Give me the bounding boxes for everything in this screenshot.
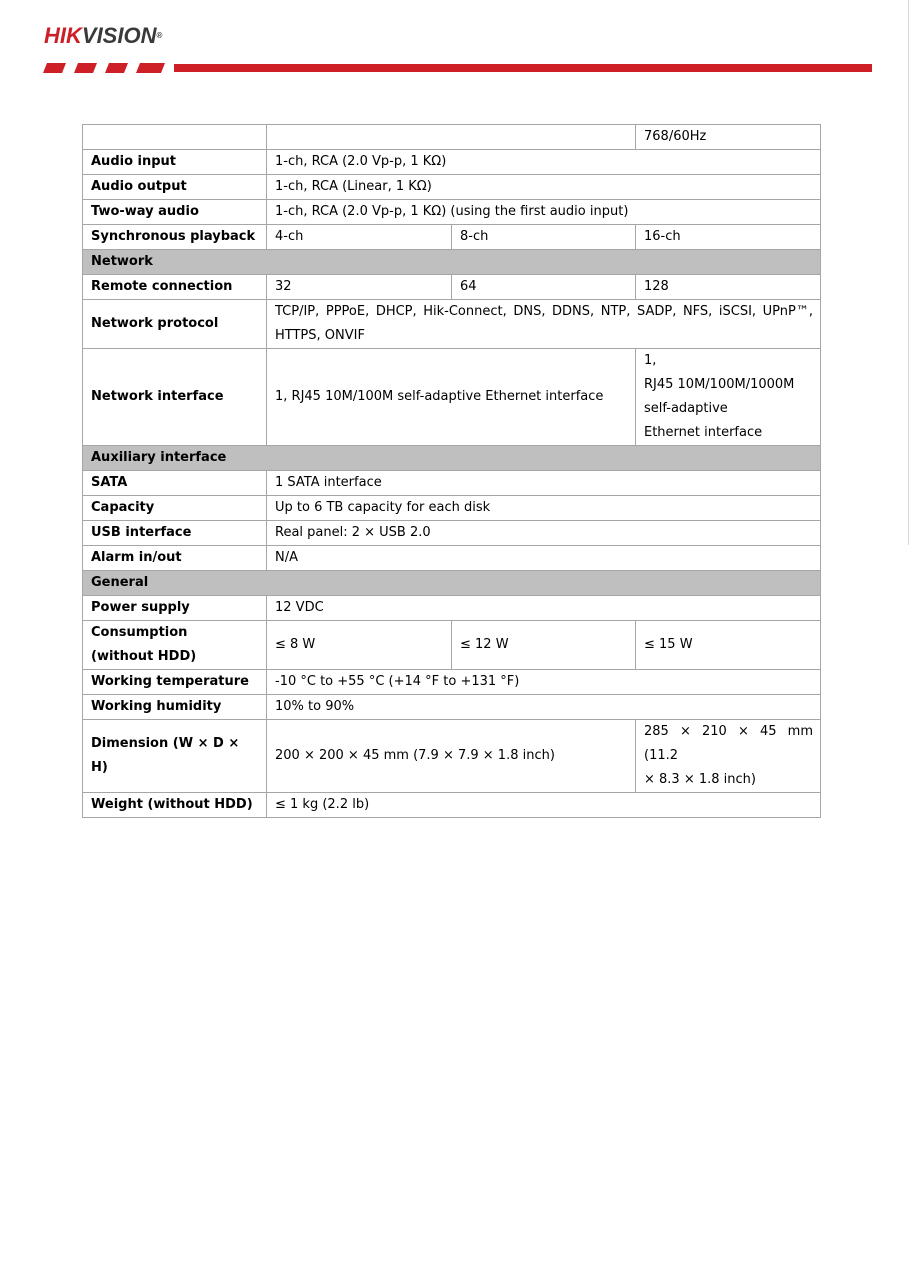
table-row <box>83 695 821 720</box>
spec-value-line: 1, <box>644 353 657 368</box>
spec-value: N/A <box>267 546 821 571</box>
spec-value <box>636 349 821 446</box>
spec-value: 1-ch, RCA (2.0 Vp-p, 1 KΩ) (using the first audio input) <box>267 200 821 225</box>
table-row <box>83 225 821 250</box>
hikvision-logo <box>44 24 162 48</box>
table-row <box>83 349 821 446</box>
spec-table <box>82 124 821 818</box>
spec-value-line: RJ45 10M/100M/1000M <box>644 377 795 392</box>
table-row <box>83 200 821 225</box>
spec-value: 64 <box>452 275 636 300</box>
spec-label: SATA <box>83 471 267 496</box>
table-row <box>83 275 821 300</box>
spec-label-line: (without HDD) <box>91 649 197 664</box>
spec-label: Dimension (W × D × H) <box>83 720 267 793</box>
table-row <box>83 546 821 571</box>
spec-value: ≤ 12 W <box>452 621 636 670</box>
spec-label <box>83 621 267 670</box>
spec-label: Audio input <box>83 150 267 175</box>
section-title: Auxiliary interface <box>83 446 821 471</box>
logo-hik: HIK <box>44 23 82 48</box>
spec-label: Remote connection <box>83 275 267 300</box>
table-row <box>83 720 821 793</box>
spec-label: Working humidity <box>83 695 267 720</box>
spec-label: Weight (without HDD) <box>83 793 267 818</box>
header-dashes-decoration <box>43 63 169 73</box>
table-row <box>83 670 821 695</box>
section-header-row <box>83 250 821 275</box>
spec-label: Network protocol <box>83 300 267 349</box>
spec-label: Capacity <box>83 496 267 521</box>
table-row <box>83 150 821 175</box>
spec-value-line: Ethernet interface <box>644 425 763 440</box>
section-title: General <box>83 571 821 596</box>
spec-label: USB interface <box>83 521 267 546</box>
header-red-bar <box>174 64 872 72</box>
spec-value-line: self-adaptive <box>644 401 728 416</box>
table-row <box>83 793 821 818</box>
section-title: Network <box>83 250 821 275</box>
section-header-row <box>83 571 821 596</box>
spec-label-line: Consumption <box>91 625 188 640</box>
spec-value-line: TCP/IP, PPPoE, DHCP, Hik-Connect, DNS, DDNS, NTP, SADP, NFS, iSCSI, UPnP™, <box>275 304 813 319</box>
spec-value: 200 × 200 × 45 mm (7.9 × 7.9 × 1.8 inch) <box>267 720 636 793</box>
page-edge-line <box>908 0 909 545</box>
spec-label: Network interface <box>83 349 267 446</box>
table-row <box>83 621 821 670</box>
spec-value: ≤ 1 kg (2.2 lb) <box>267 793 821 818</box>
spec-value: 16-ch <box>636 225 821 250</box>
spec-label: Power supply <box>83 596 267 621</box>
spec-label: Audio output <box>83 175 267 200</box>
table-row <box>83 496 821 521</box>
spec-value-line: 285 × 210 × 45 mm (11.2 <box>644 724 813 763</box>
table-row <box>83 300 821 349</box>
spec-value: Up to 6 TB capacity for each disk <box>267 496 821 521</box>
spec-value: 10% to 90% <box>267 695 821 720</box>
spec-value <box>636 720 821 793</box>
logo-registered-mark: ® <box>156 31 163 40</box>
table-row <box>83 175 821 200</box>
spec-value: Real panel: 2 × USB 2.0 <box>267 521 821 546</box>
table-row <box>83 521 821 546</box>
spec-value-line: HTTPS, ONVIF <box>275 328 365 343</box>
spec-label: Two-way audio <box>83 200 267 225</box>
spec-label <box>83 125 267 150</box>
spec-value: -10 °C to +55 °C (+14 °F to +131 °F) <box>267 670 821 695</box>
spec-value: 128 <box>636 275 821 300</box>
spec-label: Synchronous playback <box>83 225 267 250</box>
spec-value <box>267 300 821 349</box>
table-row <box>83 125 821 150</box>
section-header-row <box>83 446 821 471</box>
spec-value: 1-ch, RCA (Linear, 1 KΩ) <box>267 175 821 200</box>
spec-value: 32 <box>267 275 452 300</box>
spec-value: 12 VDC <box>267 596 821 621</box>
spec-value: 768/60Hz <box>636 125 821 150</box>
spec-value: 4-ch <box>267 225 452 250</box>
spec-value: 1 SATA interface <box>267 471 821 496</box>
spec-value-line: × 8.3 × 1.8 inch) <box>644 772 756 787</box>
spec-value <box>267 125 636 150</box>
spec-value: 8-ch <box>452 225 636 250</box>
table-row <box>83 596 821 621</box>
spec-value: ≤ 8 W <box>267 621 452 670</box>
logo-vision: VISION <box>81 23 157 48</box>
spec-value: 1-ch, RCA (2.0 Vp-p, 1 KΩ) <box>267 150 821 175</box>
spec-value: 1, RJ45 10M/100M self-adaptive Ethernet interface <box>267 349 636 446</box>
spec-label: Alarm in/out <box>83 546 267 571</box>
spec-label: Working temperature <box>83 670 267 695</box>
spec-value: ≤ 15 W <box>636 621 821 670</box>
table-row <box>83 471 821 496</box>
